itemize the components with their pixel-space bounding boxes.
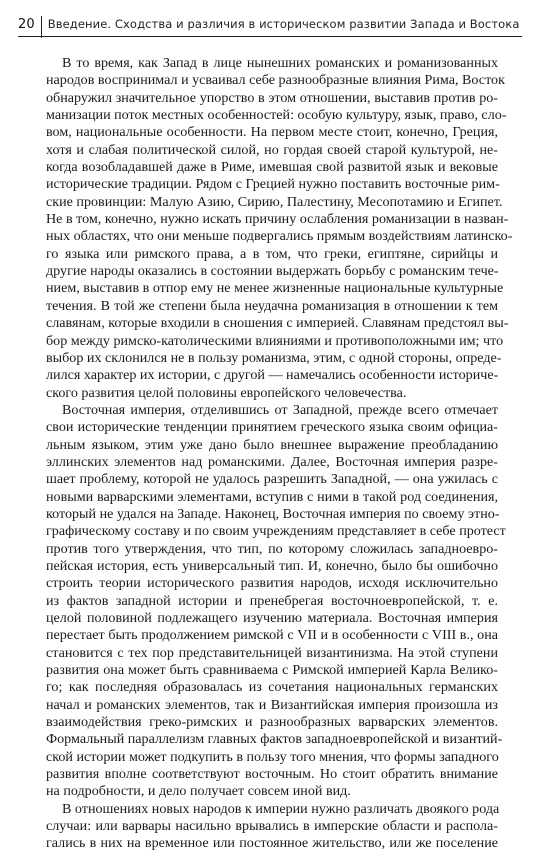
text-line: становится с тех пор представительницей византинизма. На этой ступени bbox=[46, 644, 498, 661]
text-line: исторические традиции. Рядом с Грецией нужно поставить восточные рим- bbox=[46, 176, 500, 193]
text-line: Формальный параллелизм главных фактов западноевропейской и византий- bbox=[46, 731, 503, 748]
text-line: начал и романских элементов, так и Византийская империя произошла из bbox=[46, 696, 498, 713]
text-line: гались в них на временное или постоянное жительство, или же поселение bbox=[46, 835, 498, 852]
text-line: новыми варварскими элементами, вступив с ними в такой род соединения, bbox=[46, 488, 498, 505]
running-head: Введение. Сходства и различия в историческом развитии Запада и Востока bbox=[47, 17, 520, 31]
paragraph bbox=[46, 801, 498, 853]
header-vertical-rule bbox=[41, 16, 42, 38]
text-line: шает проблему, которой не удалось разрешить Западной, — она ужилась с bbox=[46, 471, 498, 488]
text-line: ского развития целой половины европейского человечества. bbox=[46, 384, 407, 401]
text-line: взаимодействия греко-римских и разнообразных варварских элементов. bbox=[46, 714, 498, 731]
text-line: эллинских элементов над романскими. Далее, Восточная империя разре- bbox=[46, 453, 498, 470]
text-line: го языка или римского права, а в том, что греки, египтяне, сирийцы и bbox=[46, 245, 498, 262]
text-line: лился характер их истории, с другой — намечались особенности историче- bbox=[46, 367, 499, 384]
text-line: славянам, которые входили в сношения с империей. Славянам предстоял вы- bbox=[46, 315, 509, 332]
text-line: В то время, как Запад в лице нынешних романских и романизованных bbox=[62, 55, 498, 71]
text-line: В отношениях новых народов к империи нужно различать двоякого рода bbox=[62, 800, 500, 817]
paragraph bbox=[46, 401, 506, 801]
text-line: ские провинции: Малую Азию, Сирию, Палестину, Месопотамию и Египет. bbox=[46, 193, 503, 210]
header-horizontal-rule bbox=[18, 36, 522, 37]
text-line: обнаружил значительное упорство в этом отношении, выставив против ро- bbox=[46, 89, 498, 106]
text-line: против того утверждения, что тип, по которому сложилась западноевро- bbox=[46, 540, 498, 557]
text-line: целой половиной подлежащего изучению материала. Восточная империя bbox=[46, 610, 498, 626]
text-line: из фактов западной истории и пренебрегая восточноевропейской, т. е. bbox=[46, 592, 498, 609]
text-line: свои исторические тенденции принятием греческого языка своим официа- bbox=[46, 419, 498, 436]
text-line: ской истории может подкупить в пользу того мнения, что формы западного bbox=[46, 748, 499, 765]
body-text bbox=[46, 55, 513, 853]
text-line: ных областях, что они меньше подвергались прямым воздействиям латинско- bbox=[46, 228, 513, 245]
text-line: Восточная империя, отделившись от Западной, прежде всего отмечает bbox=[62, 401, 498, 418]
text-line: нием, выставив в отпор ему не менее жизненные национальные культурные bbox=[46, 280, 504, 297]
text-line: вом, национальные особенности. На первом месте стоит, конечно, Греция, bbox=[46, 124, 498, 141]
text-line: развития вполне соответствуют восточным. Но стоит обратить внимание bbox=[46, 766, 498, 783]
text-line: перестает быть продолжением римской с VII и в особенности с VIII в., она bbox=[46, 627, 498, 644]
text-line: бор между римско-католическими влияниями и противоположными им; что bbox=[46, 332, 504, 349]
text-line: хотя и слабая политической силой, но гордая своей старой культурой, не- bbox=[46, 141, 498, 158]
text-line: манизации поток местных особенностей: особую культуру, язык, право, сло- bbox=[46, 107, 507, 124]
text-line: го; как последняя образовалась из сочетания национальных германских bbox=[46, 679, 498, 696]
text-line: народов воспринимал и усваивал себе разнообразные влияния Рима, Восток bbox=[46, 72, 505, 89]
text-line: который не удался на Западе. Наконец, Восточная империя по своему этно- bbox=[46, 505, 500, 522]
text-line: графическому составу и по своим учреждениям представляет в себе протест bbox=[46, 523, 506, 540]
text-line: другие народы оказались в состоянии выдержать борьбу с романским тече- bbox=[46, 263, 499, 280]
text-line: выбор их склонился не в пользу романизма, этим, с одной стороны, опреде- bbox=[46, 349, 502, 366]
text-line: пейская история, есть универсальный тип. И, конечно, было бы ошибочно bbox=[46, 557, 498, 574]
text-line: Не в том, конечно, нужно искать причину ослабления романизации в назван- bbox=[46, 211, 509, 228]
page-number: 20 bbox=[18, 16, 35, 32]
page-header bbox=[18, 14, 522, 34]
text-line: развития она может быть сравниваема с Римской империей Карла Велико- bbox=[46, 662, 498, 679]
text-line: строить теории исторического развития народов, исходя исключительно bbox=[46, 575, 498, 592]
text-line: когда возобладавшей даже в Риме, имевшая свой развитой язык и вековые bbox=[46, 159, 498, 176]
text-line: случаи: или варвары насильно врывались в имперские области и распола- bbox=[46, 818, 498, 835]
text-line: льным языком, этим уже дано было внешнее выражение преобладанию bbox=[46, 436, 498, 453]
text-line: на подробности, и дело получает совсем иной вид. bbox=[46, 783, 351, 800]
paragraph bbox=[46, 55, 513, 402]
text-line: течения. В той же степени была неудачна романизация в отношении к тем bbox=[46, 297, 498, 314]
